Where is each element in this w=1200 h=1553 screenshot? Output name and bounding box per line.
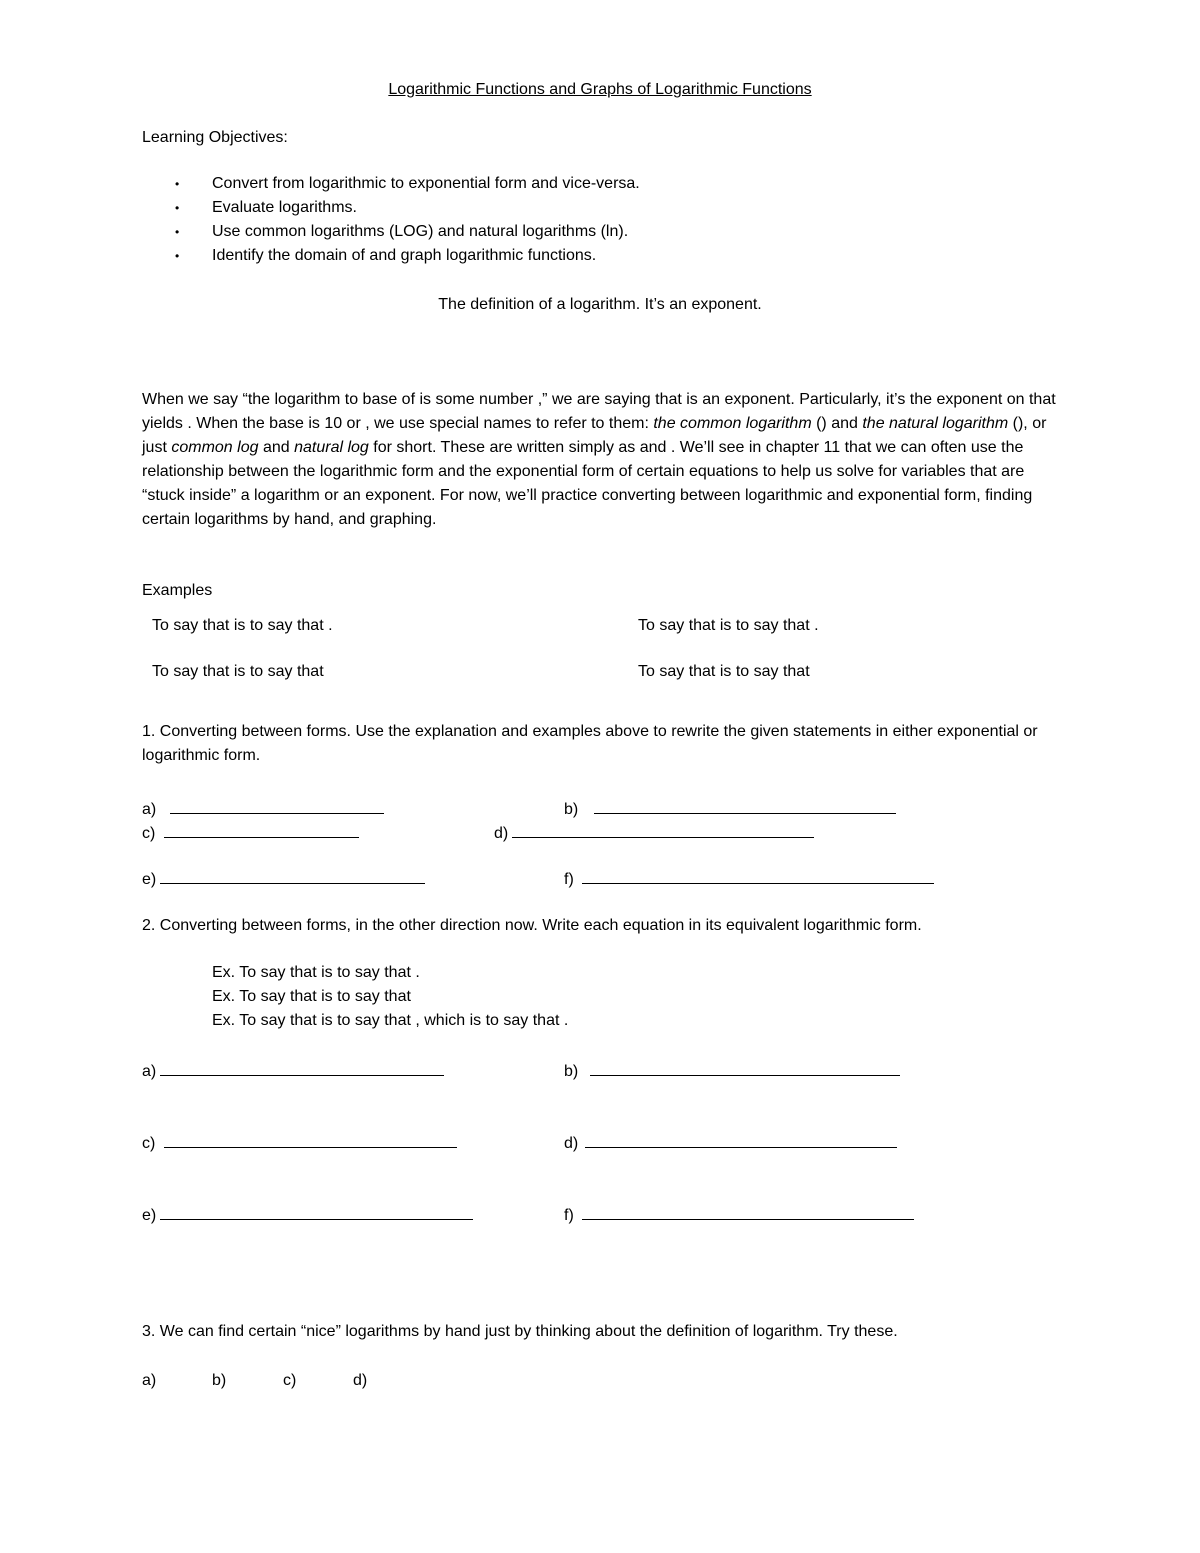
objective-1: Convert from logarithmic to exponential form and vice-versa. — [212, 175, 640, 192]
s2-answer-d[interactable] — [585, 1130, 897, 1148]
s1-item-d — [494, 820, 814, 846]
objectives-heading: Learning Objectives: — [142, 129, 288, 146]
page-title: Logarithmic Functions and Graphs of Logarithmic Functions — [388, 81, 812, 98]
intro-text-3: (), or just — [142, 415, 1047, 456]
common-logarithm-term: the common logarithm — [653, 415, 812, 432]
s2-item-a — [142, 1058, 444, 1084]
examples-heading: Examples — [142, 582, 213, 599]
s2-answer-b[interactable] — [590, 1058, 900, 1076]
s1-item-b — [564, 796, 896, 822]
s2-example-1: Ex. To say that is to say that . — [212, 964, 420, 981]
natural-logarithm-term: the natural logarithm — [862, 415, 1009, 432]
intro-text-2: () and — [811, 415, 863, 432]
s3-label-b: b) — [212, 1372, 227, 1389]
s3-label-d: d) — [353, 1372, 368, 1389]
objective-2: Evaluate logarithms. — [212, 199, 357, 216]
objective-4: Identify the domain of and graph logarithmic functions. — [212, 247, 597, 264]
s2-label-b: b) — [564, 1063, 579, 1080]
s2-label-a: a) — [142, 1063, 157, 1080]
s1-item-f — [564, 866, 934, 892]
s2-example-3: Ex. To say that is to say that , which is to say that . — [212, 1012, 569, 1029]
intro-text-5: for short. These are written simply as and . We’ll see in chapter 11 that we can often use the relationship between the logarithmic form and the exponential form of certain equations to help us solve for variables that are “stuck inside” a logarithm or an exponent. For now, we’ll practice converting between logarithmic and exponential form, finding certain logarithms by hand, and graphing. — [142, 439, 1033, 528]
bullet-1: • — [175, 177, 180, 191]
s1-answer-f[interactable] — [582, 866, 934, 884]
common-log-term: common log — [171, 439, 259, 456]
definition-line: The definition of a logarithm. It’s an exponent. — [438, 296, 762, 313]
s1-item-a — [142, 796, 384, 822]
s2-answer-f[interactable] — [582, 1202, 914, 1220]
s1-label-b: b) — [564, 801, 579, 818]
s2-item-e — [142, 1202, 473, 1228]
example-item-4: To say that is to say that — [638, 663, 810, 680]
s1-answer-a[interactable] — [170, 796, 384, 814]
s1-item-c — [142, 820, 359, 846]
s2-label-e: e) — [142, 1207, 157, 1224]
example-item-1: To say that is to say that . — [152, 617, 333, 634]
bullet-2: • — [175, 201, 180, 215]
s1-label-c: c) — [142, 825, 156, 842]
s2-item-f — [564, 1202, 914, 1228]
s2-answer-a[interactable] — [160, 1058, 444, 1076]
s3-label-a: a) — [142, 1372, 157, 1389]
intro-text-4: and — [258, 439, 295, 456]
s2-label-d: d) — [564, 1135, 579, 1152]
section1-heading: 1. Converting between forms. Use the explanation and examples above to rewrite the given statements in either exponential or logarithmic form. — [142, 723, 1038, 764]
natural-log-term: natural log — [294, 439, 369, 456]
s2-answer-e[interactable] — [160, 1202, 473, 1220]
s1-label-a: a) — [142, 801, 157, 818]
example-item-3: To say that is to say that — [152, 663, 324, 680]
s1-answer-d[interactable] — [512, 820, 814, 838]
example-item-2: To say that is to say that . — [638, 617, 819, 634]
intro-text-1: When we say “the logarithm to base of is some number ,” we are saying that is an exponent. Particularly, it’s the exponent on that yields . When the base is 10 or , we use special names to refer to them: — [142, 391, 1056, 432]
s2-example-2: Ex. To say that is to say that — [212, 988, 411, 1005]
bullet-3: • — [175, 225, 180, 239]
s2-label-c: c) — [142, 1135, 156, 1152]
s2-label-f: f) — [564, 1207, 574, 1224]
s2-item-b — [564, 1058, 900, 1084]
bullet-4: • — [175, 249, 180, 263]
intro-paragraph — [142, 388, 1060, 532]
s3-label-c: c) — [283, 1372, 297, 1389]
s1-item-e — [142, 866, 425, 892]
s1-answer-e[interactable] — [160, 866, 425, 884]
s1-label-f: f) — [564, 871, 574, 888]
objective-3: Use common logarithms (LOG) and natural logarithms (ln). — [212, 223, 629, 240]
section2-heading: 2. Converting between forms, in the other direction now. Write each equation in its equivalent logarithmic form. — [142, 917, 922, 934]
s2-answer-c[interactable] — [164, 1130, 457, 1148]
s1-answer-c[interactable] — [164, 820, 359, 838]
section3-heading: 3. We can find certain “nice” logarithms by hand just by thinking about the definition of logarithm. Try these. — [142, 1323, 898, 1340]
s1-label-d: d) — [494, 825, 509, 842]
s1-label-e: e) — [142, 871, 157, 888]
s2-item-c — [142, 1130, 457, 1156]
s1-answer-b[interactable] — [594, 796, 896, 814]
s2-item-d — [564, 1130, 897, 1156]
